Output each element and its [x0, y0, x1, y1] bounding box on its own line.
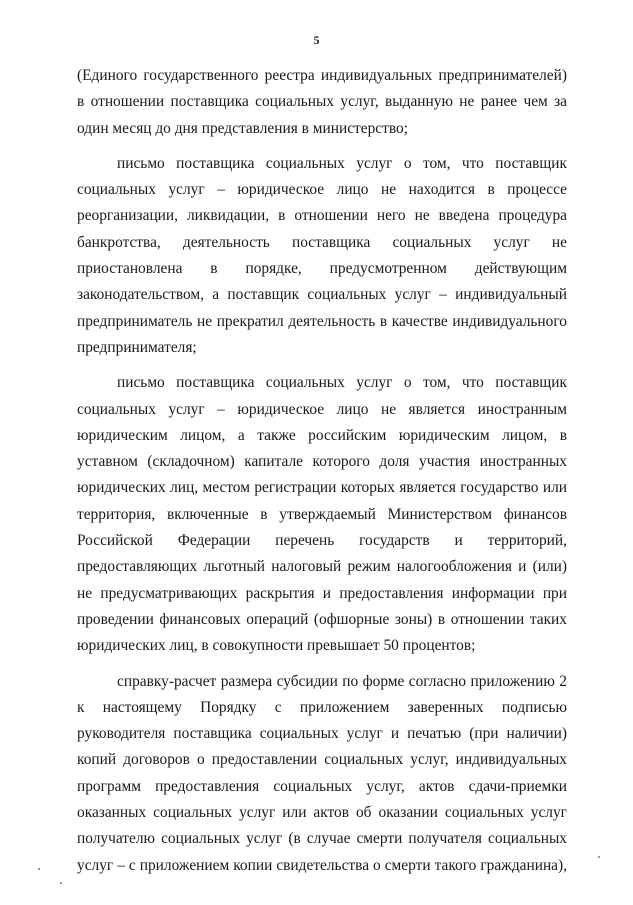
paragraph-subsidy-calculation: справку-расчет размера субсидии по форме согласно приложению 2 к настоящему Порядку с приложением заверенных подписью руководителя поставщика социальных услуг и печатью (при наличии) копий договоров о предоставлении социальных услуг, индивидуальных программ предоставления социальных услуг, актов сдачи-приемки оказанных социальных услуг или актов об оказании социальных услуг получателю социальных услуг (в случае смерти получателя социальных услуг – с приложением копии свидетельства о смерти такого гражданина),	[77, 672, 567, 874]
page-number: 5	[313, 33, 320, 47]
scan-speck	[60, 882, 62, 884]
document-body	[77, 63, 567, 879]
paragraph-continuation: (Единого государственного реестра индивидуальных предпринимателей) в отношении поставщика социальных услуг, выданную не ранее чем за один месяц до дня представления в министерство;	[77, 67, 567, 137]
scan-speck	[598, 856, 600, 858]
scan-speck	[38, 868, 40, 870]
paragraph-letter-reorganization: письмо поставщика социальных услуг о том, что поставщик социальных услуг – юридическое лицо не находится в процессе реорганизации, ликвидации, в отношении него не введена процедура банкротства, деятельность поставщика социальных услуг не приостановлена в порядке, предусмотренном действующим законодательством, а поставщик социальных услуг – индивидуальный предприниматель не прекратил деятельность в качестве индивидуального предпринимателя;	[77, 154, 567, 356]
paragraph-letter-foreign-entity: письмо поставщика социальных услуг о том, что поставщик социальных услуг – юридическое лицо не является иностранным юридическим лицом, а также российским юридическим лицом, в уставном (складочном) капитале которого доля участия иностранных юридических лиц, местом регистрации которых является государство или территория, включенные в утверждаемый Министерством финансов Российской Федерации перечень государств и территорий, предоставляющих льготный налоговый режим налогообложения и (или) не предусматривающих раскрытия и предоставления информации при проведении финансовых операций (офшорные зоны) в отношении таких юридических лиц, в совокупности превышает 50 процентов;	[77, 374, 567, 655]
